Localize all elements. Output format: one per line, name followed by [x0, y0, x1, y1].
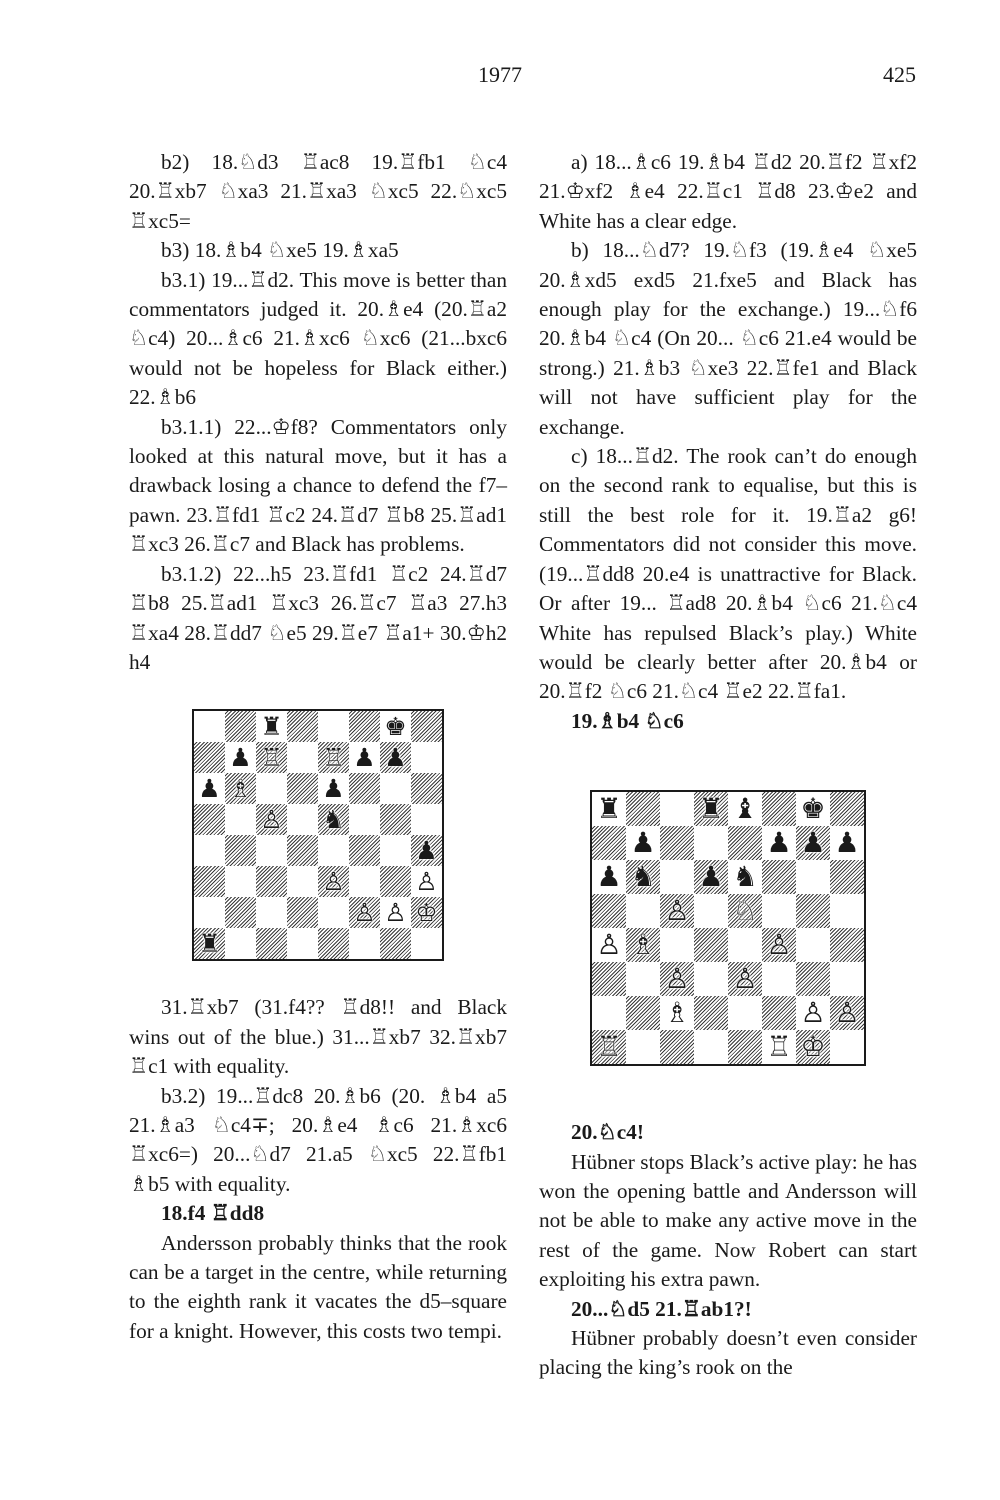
- annotation-paragraph: b3.2) 19...♖dc8 20.♗b6 (20. ♗b4 a5 21.♗a3 ♘c4∓; 20.♗e4 ♗c6 21.♗xc6 ♖xc6=) 20...♘d7 21.a5 ♘xc5 22.♖fb1 ♗b5 with equality.: [129, 1083, 507, 1196]
- square-b5: [225, 804, 256, 835]
- square-h2: [830, 996, 864, 1030]
- square-d1: [694, 1030, 728, 1064]
- square-b1: [225, 928, 256, 959]
- square-e5: [728, 894, 762, 928]
- chess-piece-icon: ♙: [596, 928, 622, 962]
- right-column: [539, 148, 917, 1383]
- square-h8: [411, 711, 442, 742]
- chess-piece-icon: ♞: [322, 805, 345, 835]
- square-c8: [256, 711, 287, 742]
- square-d3: [694, 962, 728, 996]
- square-h7: [830, 826, 864, 860]
- move-heading: 19.♗b4 ♘c6: [571, 708, 684, 733]
- chess-piece-icon: ♜: [198, 929, 221, 959]
- move-heading: 20.♘c4!: [571, 1120, 644, 1145]
- square-f8: [349, 711, 380, 742]
- chess-piece-icon: ♙: [664, 894, 690, 928]
- square-h3: [411, 866, 442, 897]
- square-g2: [380, 897, 411, 928]
- square-b4: [626, 928, 660, 962]
- square-h4: [830, 928, 864, 962]
- square-c5: [660, 894, 694, 928]
- chess-piece-icon: ♜: [698, 792, 724, 826]
- square-f2: [762, 996, 796, 1030]
- annotation-paragraph: b3.1.2) 22...h5 23.♖fd1 ♖c2 24.♖d7 ♖b8 25.♖ad1 ♖xc3 26.♖c7 ♖a3 27.h3 ♖xa4 28.♖dd7 ♘e5 29.♖e7 ♖a1+ 30.♔h2 h4: [129, 561, 507, 674]
- square-a3: [592, 962, 626, 996]
- square-e2: [318, 897, 349, 928]
- square-g3: [380, 866, 411, 897]
- square-f1: [349, 928, 380, 959]
- square-a5: [194, 804, 225, 835]
- square-a6: [194, 773, 225, 804]
- square-a1: [592, 1030, 626, 1064]
- square-g5: [380, 804, 411, 835]
- square-g7: [380, 742, 411, 773]
- square-f8: [762, 792, 796, 826]
- square-c8: [660, 792, 694, 826]
- chess-piece-icon: ♟: [698, 860, 724, 894]
- move-heading: 20...♘d5 21.♖ab1?!: [571, 1296, 752, 1321]
- annotation-paragraph: b3) 18.♗b4 ♘xe5 19.♗xa5: [161, 238, 399, 263]
- chess-piece-icon: ♟: [834, 826, 860, 860]
- annotation-paragraph: Hübner probably doesn’t even consider placing the king’s rook on the: [539, 1325, 917, 1380]
- chess-piece-icon: ♖: [766, 1030, 792, 1064]
- chess-piece-icon: ♙: [800, 996, 826, 1030]
- annotation-paragraph: c) 18...♖d2. The rook can’t do enough on the second rank to equalise, but this is still the best role for it. 19.♖a2 g6! Commentators did not consider this move. (19...♖dd8 20.e4 is unattractive for Black. Or after 19... ♖ad8 20.♗b4 ♘c6 21.♘c4 White has repulsed Black’s play.) White would be clearly better after 20.♗b4 or 20.♖f2 ♘c6 21.♘c4 ♖e2 22.♖fa1.: [539, 444, 917, 704]
- chess-piece-icon: ♟: [596, 860, 622, 894]
- square-d5: [694, 894, 728, 928]
- annotation-paragraph: b3.1) 19...♖d2. This move is better than commentators judged it. 20.♗e4 (20.♖a2 ♘c4) 20...♗c6 21.♗xc6 ♘xc6 (21...bxc6 would not be hopeless for Black either.) 22.♗b6: [129, 267, 507, 410]
- square-e8: [318, 711, 349, 742]
- chess-piece-icon: ♜: [260, 712, 283, 742]
- chess-piece-icon: ♟: [415, 836, 438, 866]
- square-e1: [728, 1030, 762, 1064]
- square-d6: [287, 773, 318, 804]
- square-f4: [762, 928, 796, 962]
- square-a4: [194, 835, 225, 866]
- chess-piece-icon: ♖: [322, 743, 345, 773]
- chess-diagram-right: [590, 790, 866, 1066]
- square-a7: [592, 826, 626, 860]
- square-g1: [796, 1030, 830, 1064]
- square-g6: [380, 773, 411, 804]
- square-e7: [728, 826, 762, 860]
- square-g8: [796, 792, 830, 826]
- square-h3: [830, 962, 864, 996]
- chess-piece-icon: ♗: [664, 996, 690, 1030]
- annotation-paragraph: b) 18...♘d7? 19.♘f3 (19.♗e4 ♘xe5 20.♗xd5 exd5 21.fxe5 and Black has enough play for the exchange.) 19...♘f6 20.♗b4 ♘c4 (On 20... ♘c6 21.e4 would be strong.) 21.♗b3 ♘xe3 22.♖fe1 and Black will not have sufficient play for the exchange.: [539, 238, 917, 439]
- square-b7: [626, 826, 660, 860]
- annotation-paragraph: b2) 18.♘d3 ♖ac8 19.♖fb1 ♘c4 20.♖xb7 ♘xa3 21.♖xa3 ♘xc5 22.♘xc5 ♖xc5=: [129, 150, 507, 233]
- square-e6: [728, 860, 762, 894]
- square-c5: [256, 804, 287, 835]
- square-f3: [349, 866, 380, 897]
- chess-piece-icon: ♙: [732, 962, 758, 996]
- square-g4: [380, 835, 411, 866]
- square-c4: [256, 835, 287, 866]
- square-b1: [626, 1030, 660, 1064]
- square-d2: [287, 897, 318, 928]
- chess-piece-icon: ♗: [229, 774, 252, 804]
- right-column-text-top: [539, 148, 917, 736]
- square-g1: [380, 928, 411, 959]
- square-h6: [411, 773, 442, 804]
- left-column-text-bottom: [129, 993, 507, 1346]
- square-f4: [349, 835, 380, 866]
- square-d6: [694, 860, 728, 894]
- square-e3: [318, 866, 349, 897]
- chess-piece-icon: ♙: [415, 867, 438, 897]
- square-d8: [287, 711, 318, 742]
- square-b8: [626, 792, 660, 826]
- square-b2: [225, 897, 256, 928]
- square-e1: [318, 928, 349, 959]
- chess-piece-icon: ♞: [630, 860, 656, 894]
- page-number: 425: [883, 62, 916, 87]
- chess-piece-icon: ♖: [596, 1030, 622, 1064]
- square-a8: [194, 711, 225, 742]
- square-b3: [225, 866, 256, 897]
- square-d4: [694, 928, 728, 962]
- square-e2: [728, 996, 762, 1030]
- chess-piece-icon: ♟: [229, 743, 252, 773]
- square-a5: [592, 894, 626, 928]
- chess-piece-icon: ♗: [630, 928, 656, 962]
- chess-piece-icon: ♙: [384, 898, 407, 928]
- square-d1: [287, 928, 318, 959]
- annotation-paragraph: 31.♖xb7 (31.f4?? ♖d8!! and Black wins out of the blue.) 31...♖xb7 32.♖xb7 ♖c1 with equality.: [129, 995, 507, 1079]
- square-h2: [411, 897, 442, 928]
- square-f5: [762, 894, 796, 928]
- chess-piece-icon: ♙: [353, 898, 376, 928]
- square-c1: [660, 1030, 694, 1064]
- square-g7: [796, 826, 830, 860]
- move-heading: 18.f4 ♖dd8: [161, 1201, 265, 1226]
- chess-piece-icon: ♟: [766, 826, 792, 860]
- square-c2: [256, 897, 287, 928]
- square-f6: [762, 860, 796, 894]
- chess-piece-icon: ♔: [415, 898, 438, 928]
- square-a3: [194, 866, 225, 897]
- square-g8: [380, 711, 411, 742]
- square-f7: [349, 742, 380, 773]
- square-h1: [830, 1030, 864, 1064]
- square-h5: [411, 804, 442, 835]
- square-g3: [796, 962, 830, 996]
- square-c6: [256, 773, 287, 804]
- square-b5: [626, 894, 660, 928]
- chess-piece-icon: ♜: [596, 792, 622, 826]
- square-d2: [694, 996, 728, 1030]
- square-c2: [660, 996, 694, 1030]
- square-a4: [592, 928, 626, 962]
- chess-piece-icon: ♙: [766, 928, 792, 962]
- square-h5: [830, 894, 864, 928]
- square-h7: [411, 742, 442, 773]
- square-e4: [318, 835, 349, 866]
- annotation-paragraph: Hübner stops Black’s active play: he has won the opening battle and Andersson will not be able to make any active move in the rest of the game. Now Robert can start exploiting his extra pawn.: [539, 1149, 917, 1292]
- square-g2: [796, 996, 830, 1030]
- chess-piece-icon: ♟: [198, 774, 221, 804]
- square-e5: [318, 804, 349, 835]
- chess-piece-icon: ♙: [322, 867, 345, 897]
- square-f2: [349, 897, 380, 928]
- left-column-text-top: [129, 148, 507, 677]
- square-e6: [318, 773, 349, 804]
- square-d7: [694, 826, 728, 860]
- chess-piece-icon: ♞: [732, 860, 758, 894]
- chess-piece-icon: ♖: [260, 743, 283, 773]
- square-b6: [225, 773, 256, 804]
- chess-piece-icon: ♙: [834, 996, 860, 1030]
- square-d3: [287, 866, 318, 897]
- annotation-paragraph: b3.1.1) 22...♔f8? Commentators only looked at this natural move, but it has a drawback losing a chance to defend the f7–pawn. 23.♖fd1 ♖c2 24.♖d7 ♖b8 25.♖ad1 ♖xc3 26.♖c7 and Black has problems.: [129, 414, 507, 557]
- right-column-text-bottom: [539, 1118, 917, 1383]
- square-b4: [225, 835, 256, 866]
- square-g5: [796, 894, 830, 928]
- square-c4: [660, 928, 694, 962]
- square-c3: [660, 962, 694, 996]
- square-f6: [349, 773, 380, 804]
- square-h6: [830, 860, 864, 894]
- chess-piece-icon: ♝: [732, 792, 758, 826]
- chess-piece-icon: ♟: [384, 743, 407, 773]
- chess-piece-icon: ♟: [322, 774, 345, 804]
- square-h8: [830, 792, 864, 826]
- annotation-paragraph: Andersson probably thinks that the rook can be a target in the centre, while returning to the eighth rank it vacates the d5–square for a knight. However, this costs two tempi.: [129, 1230, 507, 1343]
- chess-diagram-left: [192, 709, 444, 961]
- square-b6: [626, 860, 660, 894]
- square-d8: [694, 792, 728, 826]
- square-a8: [592, 792, 626, 826]
- chess-piece-icon: ♙: [260, 805, 283, 835]
- running-header-year: 1977: [478, 62, 522, 87]
- square-c6: [660, 860, 694, 894]
- square-h1: [411, 928, 442, 959]
- square-a2: [194, 897, 225, 928]
- chess-piece-icon: ♚: [800, 792, 826, 826]
- square-a1: [194, 928, 225, 959]
- square-f5: [349, 804, 380, 835]
- square-b2: [626, 996, 660, 1030]
- square-e8: [728, 792, 762, 826]
- chess-piece-icon: ♟: [800, 826, 826, 860]
- square-c7: [256, 742, 287, 773]
- square-f7: [762, 826, 796, 860]
- square-h4: [411, 835, 442, 866]
- square-a7: [194, 742, 225, 773]
- square-f3: [762, 962, 796, 996]
- chess-piece-icon: ♘: [732, 894, 758, 928]
- square-g6: [796, 860, 830, 894]
- square-e7: [318, 742, 349, 773]
- square-b8: [225, 711, 256, 742]
- square-d5: [287, 804, 318, 835]
- square-e4: [728, 928, 762, 962]
- square-c3: [256, 866, 287, 897]
- square-c7: [660, 826, 694, 860]
- annotation-paragraph: a) 18...♗c6 19.♗b4 ♖d2 20.♖f2 ♖xf2 21.♔xf2 ♗e4 22.♖c1 ♖d8 23.♔e2 and White has a clear edge.: [539, 150, 917, 233]
- square-d4: [287, 835, 318, 866]
- square-d7: [287, 742, 318, 773]
- chess-piece-icon: ♟: [353, 743, 376, 773]
- square-a2: [592, 996, 626, 1030]
- square-g4: [796, 928, 830, 962]
- square-f1: [762, 1030, 796, 1064]
- chess-piece-icon: ♚: [384, 712, 407, 742]
- square-a6: [592, 860, 626, 894]
- chess-piece-icon: ♟: [630, 826, 656, 860]
- chess-piece-icon: ♙: [664, 962, 690, 996]
- square-b3: [626, 962, 660, 996]
- square-b7: [225, 742, 256, 773]
- chess-piece-icon: ♔: [800, 1030, 826, 1064]
- square-c1: [256, 928, 287, 959]
- square-e3: [728, 962, 762, 996]
- left-column: [129, 148, 507, 1346]
